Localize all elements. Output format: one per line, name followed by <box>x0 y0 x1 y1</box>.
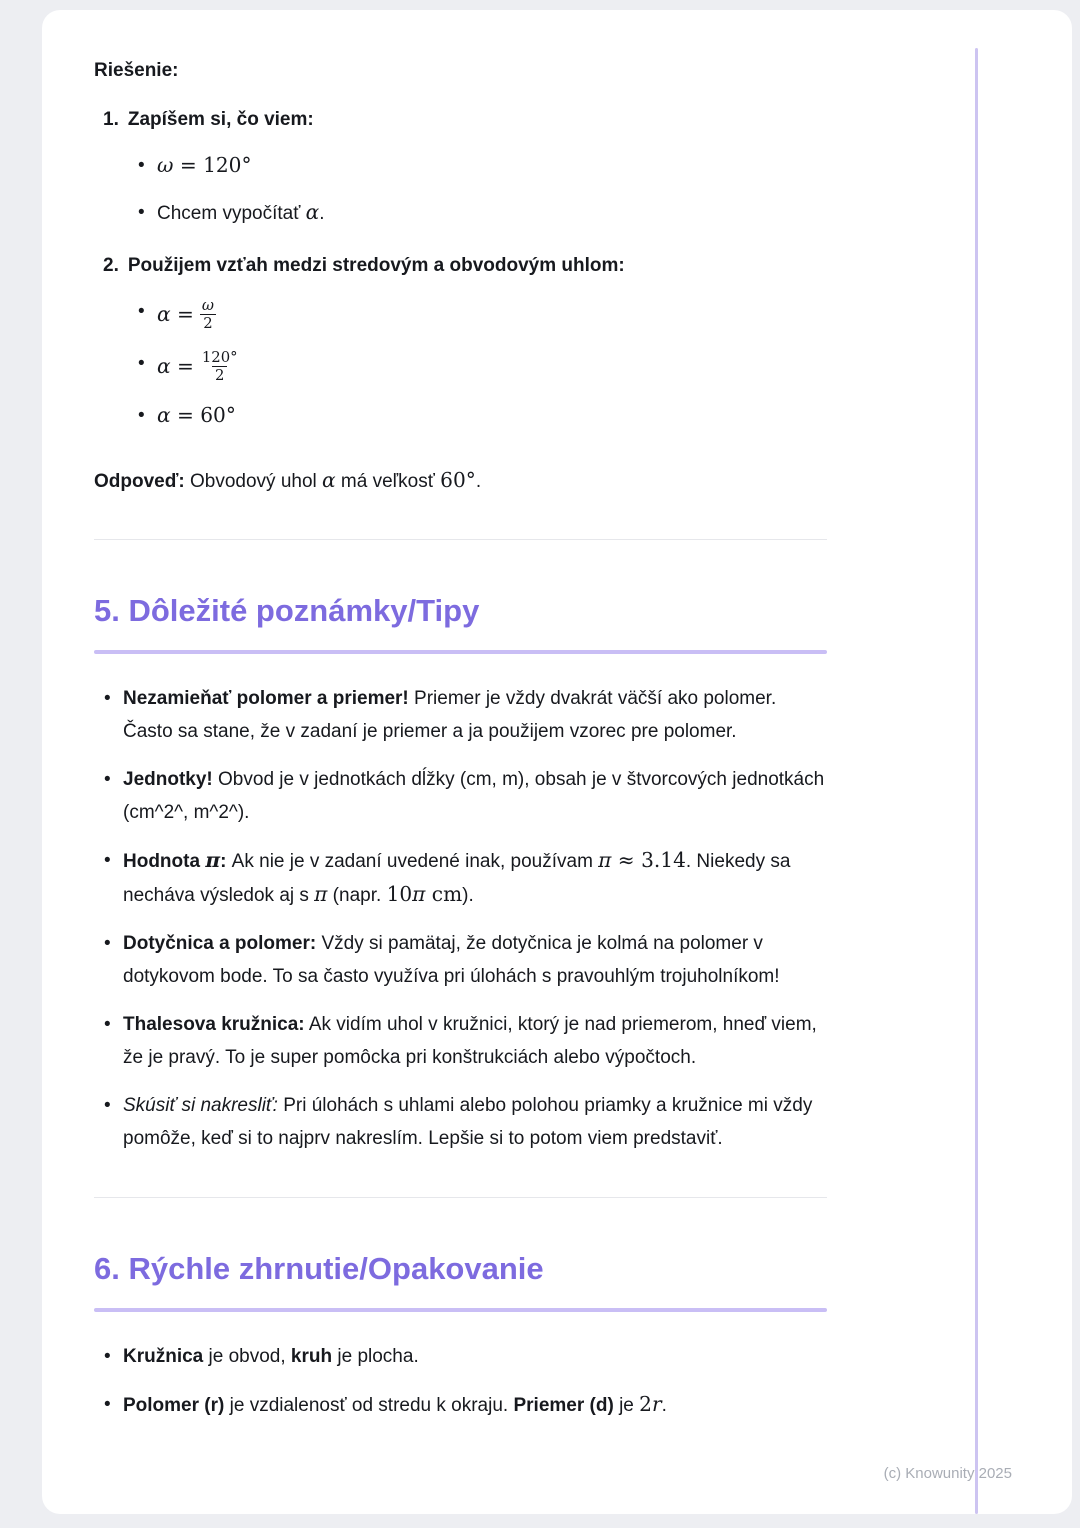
step-bullet-list <box>94 297 827 431</box>
equation-lhs: • α = <box>157 353 194 378</box>
document-card <box>42 10 1072 1514</box>
fraction-numerator: ω <box>201 297 214 314</box>
list-item: • Chcem vypočítať α. <box>157 198 827 228</box>
section5-list <box>94 682 827 1155</box>
list-item-equation <box>157 349 827 384</box>
list-item-equation: • α = 60° <box>157 401 827 431</box>
step-heading <box>103 255 827 277</box>
fraction <box>199 349 241 384</box>
section5-title: 5. Dôležité poznámky/Tipy <box>94 593 480 629</box>
list-item: • Thalesova kružnica: Ak vidím uhol v kružnici, ktorý je nad priemerom, hneď viem, že je pravý. To je super pomôcka pri konštrukciách alebo výpočtoch. <box>123 1008 827 1074</box>
list-item-equation <box>157 297 827 332</box>
page-edge-line <box>975 48 978 1514</box>
list-item: • ω = 120° <box>157 151 827 181</box>
solution-step-1 <box>94 109 827 228</box>
document-content <box>94 60 827 1437</box>
list-item: • Skúsiť si nakresliť: Pri úlohách s uhlami alebo polohou priamky a kružnice mi vždy pomôže, keď si to najprv nakreslím. Lepšie si to potom viem predstaviť. <box>123 1089 827 1155</box>
list-item: • Jednotky! Obvod je v jednotkách dĺžky (cm, m), obsah je v štvorcových jednotkách (cm^2^, m^2^). <box>123 763 827 829</box>
step-number: 2. <box>103 255 119 276</box>
solution-step-2 <box>94 255 827 431</box>
list-item: • Kružnica je obvod, kruh je plocha. <box>123 1340 827 1373</box>
equation-lhs: • α = <box>157 301 194 326</box>
step-bullet-list <box>94 151 827 228</box>
answer-line: Odpoveď: Obvodový uhol α má veľkosť 60°. <box>94 468 482 493</box>
list-item: • Hodnota π: Ak nie je v zadaní uvedené inak, používam π ≈ 3.14. Niekedy sa necháva výsledok aj s π (napr. 10π cm). <box>123 844 827 912</box>
copyright-text: (c) Knowunity 2025 <box>883 1465 1012 1482</box>
section-underline <box>94 1308 827 1312</box>
list-item: • Polomer (r) je vzdialenosť od stredu k okraju. Priemer (d) je 2r. <box>123 1388 827 1422</box>
fraction-numerator: 120° <box>201 349 238 367</box>
step-number: 1. <box>103 109 119 130</box>
fraction-denominator: 2 <box>212 366 227 384</box>
list-item: • Nezamieňať polomer a priemer! Priemer je vždy dvakrát väčší ako polomer. Často sa stane, že v zadaní je priemer a ja použijem vzorec pre polomer. <box>123 682 827 748</box>
section-divider <box>94 539 827 540</box>
fraction-denominator: 2 <box>200 314 215 332</box>
section-divider <box>94 1197 827 1198</box>
solution-heading: Riešenie: <box>94 60 179 81</box>
list-item: • Dotyčnica a polomer: Vždy si pamätaj, že dotyčnica je kolmá na polomer v dotykovom bode. To sa často využíva pri úlohách s pravouhlým trojuholníkom! <box>123 927 827 993</box>
fraction <box>199 297 217 332</box>
section6-title: 6. Rýchle zhrnutie/Opakovanie <box>94 1251 544 1287</box>
step-title: Zapíšem si, čo viem: <box>127 109 314 130</box>
step-title: Použijem vzťah medzi stredovým a obvodovým uhlom: <box>127 255 625 276</box>
step-heading <box>103 109 827 131</box>
section-underline <box>94 650 827 654</box>
section6-list <box>94 1340 827 1422</box>
